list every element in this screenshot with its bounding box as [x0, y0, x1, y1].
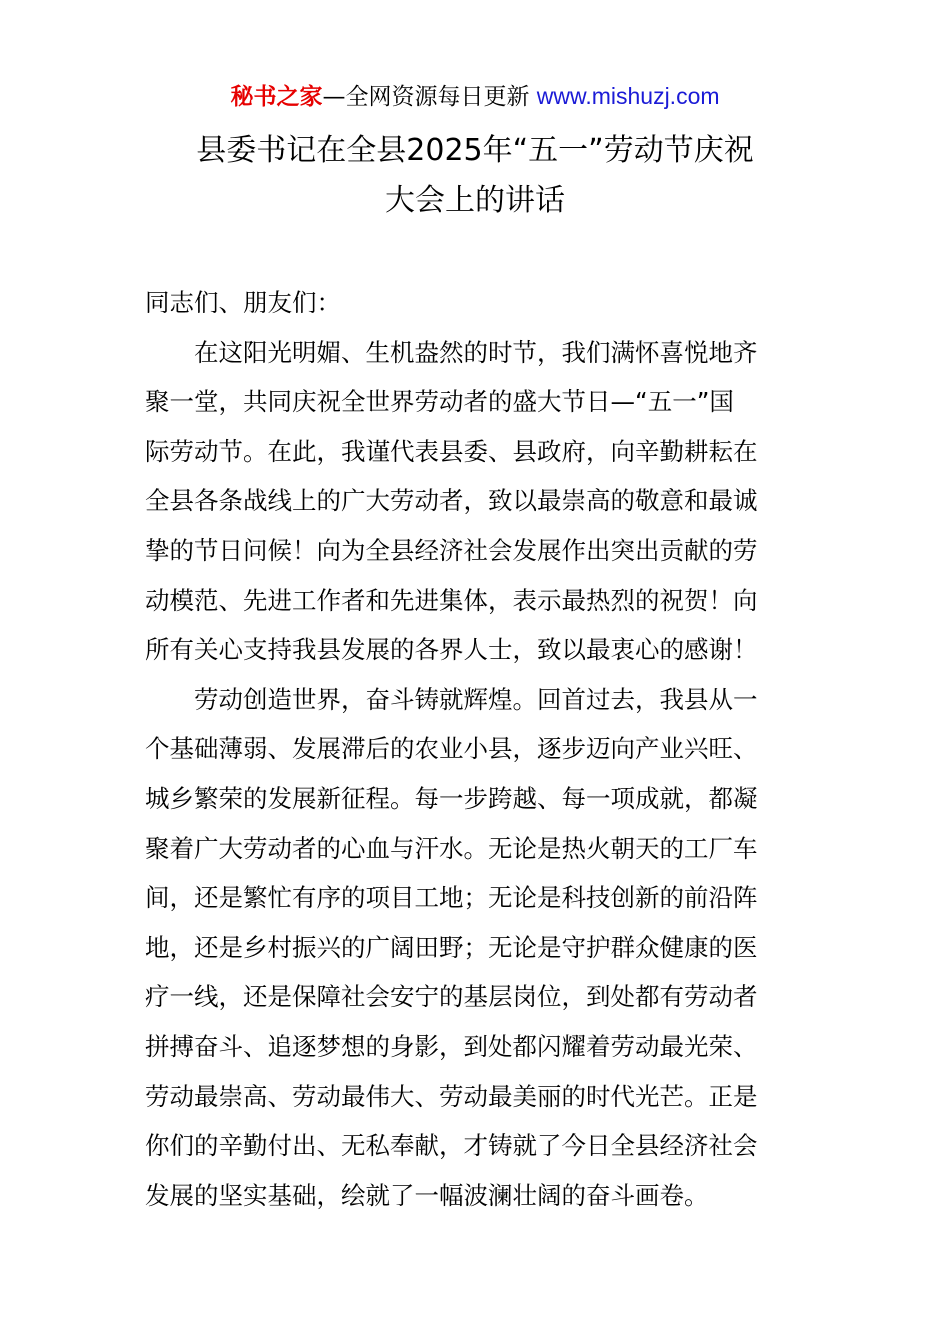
title-line-2: 大会上的讲话: [385, 183, 565, 218]
text-line: 个基础薄弱、发展滞后的农业小县，逐步迈向产业兴旺、: [145, 734, 758, 764]
text-line: 动模范、先进工作者和先进集体，表示最热烈的祝贺！向: [145, 585, 758, 615]
text-line: 所有关心支持我县发展的各界人士，致以最衷心的感谢！: [145, 635, 758, 665]
text-line: 挚的节日问候！向为全县经济社会发展作出突出贡献的劳: [145, 535, 758, 565]
text-line: 劳动创造世界，奋斗铸就辉煌。回首过去，我县从一: [194, 684, 758, 714]
site-url-link[interactable]: www.mishuzj.com: [536, 83, 720, 109]
document-body: [145, 278, 795, 1220]
site-brand: 秘书之家: [230, 84, 323, 110]
text-line: 在这阳光明媚、生机盎然的时节，我们满怀喜悦地齐: [194, 337, 758, 367]
site-slogan: —全网资源每日更新: [322, 84, 530, 110]
text-line: 地，还是乡村振兴的广阔田野；无论是守护群众健康的医: [145, 932, 758, 962]
text-line: 发展的坚实基础，绘就了一幅波澜壮阔的奋斗画卷。: [145, 1180, 709, 1210]
text-line: 际劳动节。在此，我谨代表县委、县政府，向辛勤耕耘在: [145, 436, 758, 466]
text-line: 劳动最崇高、劳动最伟大、劳动最美丽的时代光芒。正是: [145, 1081, 758, 1111]
text-line: 间，还是繁忙有序的项目工地；无论是科技创新的前沿阵: [145, 883, 758, 913]
text-line: 全县各条战线上的广大劳动者，致以最崇高的敬意和最诚: [145, 486, 758, 516]
title-line-1: 县委书记在全县2025年“五一”劳动节庆祝: [196, 133, 754, 168]
text-line: 聚着广大劳动者的心血与汗水。无论是热火朝天的工厂车: [145, 833, 758, 863]
document-title: [145, 126, 805, 226]
text-line: 聚一堂，共同庆祝全世界劳动者的盛大节日—“五一”国: [145, 387, 734, 417]
salutation: 同志们、朋友们：: [145, 288, 341, 317]
site-header: [0, 80, 950, 113]
text-line: 疗一线，还是保障社会安宁的基层岗位，到处都有劳动者: [145, 982, 758, 1012]
text-line: 拼搏奋斗、追逐梦想的身影，到处都闪耀着劳动最光荣、: [145, 1031, 758, 1061]
text-line: 城乡繁荣的发展新征程。每一步跨越、每一项成就，都凝: [145, 783, 758, 813]
text-line: 你们的辛勤付出、无私奉献，才铸就了今日全县经济社会: [145, 1131, 758, 1161]
paragraph: [145, 675, 795, 1221]
paragraph: [145, 328, 795, 675]
